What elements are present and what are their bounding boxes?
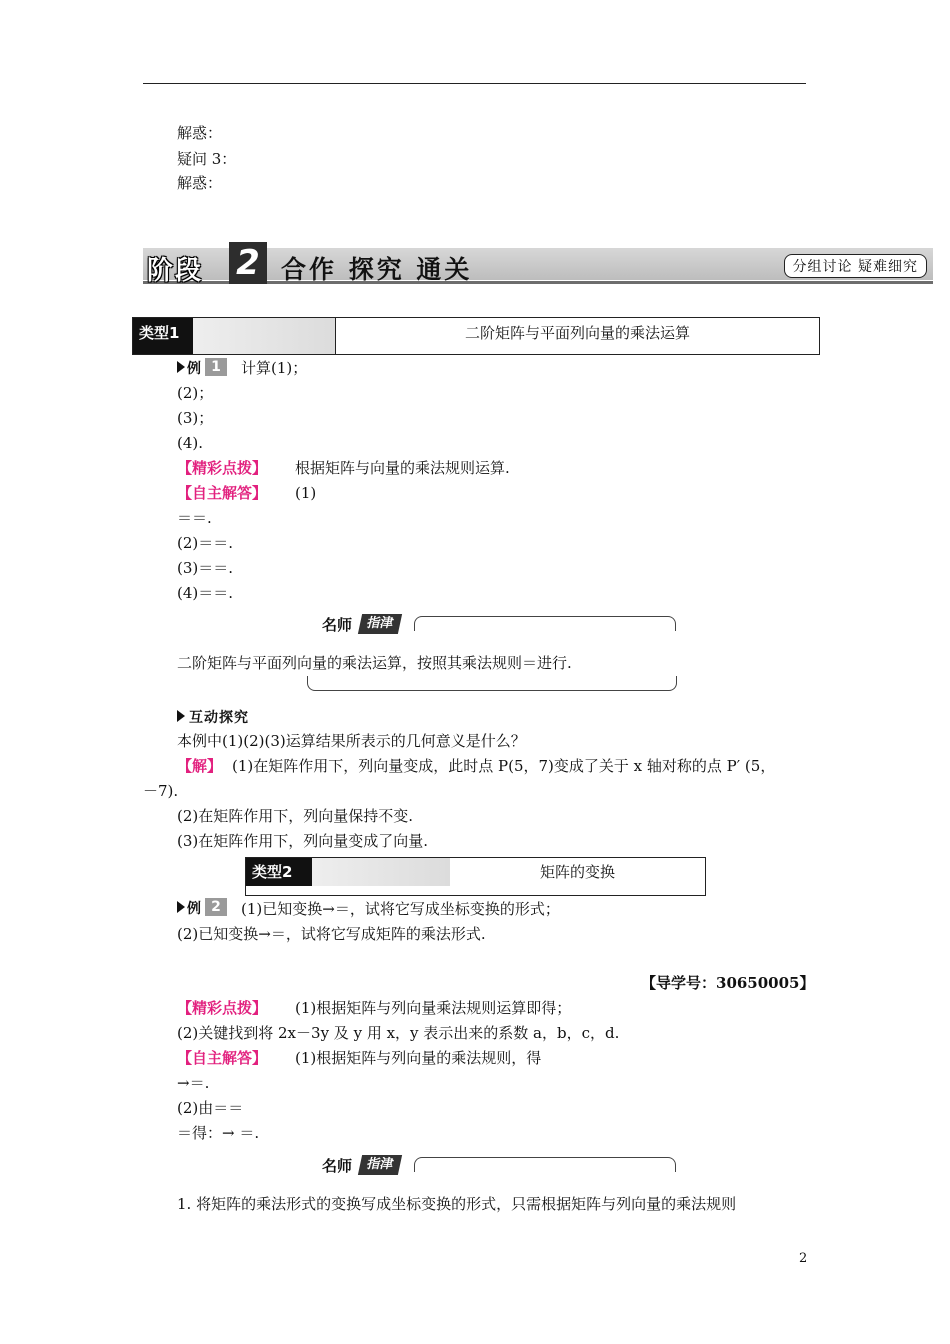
study-number: 【导学号：30650005】: [641, 974, 815, 992]
type1-label: 类型1: [133, 318, 193, 354]
example2-badge: [177, 898, 237, 916]
example-word: 例: [187, 361, 201, 377]
stage-label: 阶段: [147, 256, 204, 286]
tip-head-badge: 指津: [358, 614, 402, 634]
type2-title: 矩阵的变换: [539, 863, 615, 881]
tip-head-label: 名师: [322, 616, 353, 634]
answer-line-1: 解惑：: [177, 124, 223, 142]
type2-label: 类型2: [246, 858, 312, 886]
tip2-header: [322, 1155, 676, 1177]
example-arrow-icon: [177, 361, 185, 373]
hint-label: 【精彩点拨】: [177, 999, 268, 1017]
example-arrow-icon: [177, 901, 185, 913]
hint-text: 根据矩阵与向量的乘法规则运算.: [295, 459, 510, 477]
example1-intro: 计算(1)；: [241, 359, 308, 377]
example-number: 2: [205, 898, 227, 916]
type2-gradient: [312, 858, 450, 886]
answer-line-4: ＝得：→ ＝.: [177, 1124, 260, 1142]
example1-badge: [177, 358, 237, 376]
solution-label: 【解】: [177, 757, 223, 775]
hint-label: 【精彩点拨】: [177, 459, 268, 477]
solution-line-1: (1)在矩阵作用下，列向量变成，此时点 P(5，7)变成了关于 x 轴对称的点 P′ (5，: [232, 757, 776, 775]
type1-box: [132, 317, 820, 355]
example1-item-4: (4).: [177, 434, 204, 452]
answer-first: (1): [295, 484, 317, 502]
page-number: 2: [799, 1251, 808, 1266]
answer-line-3: (2)由＝＝: [177, 1099, 244, 1117]
example1-item-2: (2)；: [177, 384, 214, 402]
answer-line: (2)＝＝.: [177, 534, 234, 552]
stage-banner: [143, 244, 933, 284]
answer-label: 【自主解答】: [177, 484, 268, 502]
answer-line-2: →＝.: [177, 1074, 210, 1092]
example1-item-3: (3)；: [177, 409, 214, 427]
explore-arrow-icon: [177, 710, 185, 722]
tip2-text: 1. 将矩阵的乘法形式的变换写成坐标变换的形式，只需根据矩阵与列向量的乘法规则: [177, 1195, 737, 1213]
tip1-frame: [307, 676, 677, 691]
hint-line-1: (1)根据矩阵与列向量乘法规则运算即得；: [295, 999, 572, 1017]
explore-title: 互动探究: [189, 710, 249, 726]
solution-line-3: (3)在矩阵作用下，列向量变成了向量.: [177, 832, 429, 850]
explore-question: 本例中(1)(2)(3)运算结果所表示的几何意义是什么？: [177, 732, 526, 750]
answer-line-1: (1)根据矩阵与列向量的乘法规则，得: [295, 1049, 542, 1067]
explore-header: [177, 707, 277, 725]
tip1-text: 二阶矩阵与平面列向量的乘法运算，按照其乘法规则＝进行.: [177, 654, 572, 672]
tip-head-frame: [414, 1157, 676, 1172]
answer-line: ＝＝.: [177, 509, 212, 527]
tip-head-badge: 指津: [358, 1155, 402, 1175]
example2-line-2: (2)已知变换→＝，试将它写成矩阵的乘法形式.: [177, 925, 486, 943]
example-number: 1: [205, 358, 227, 376]
tip-head-frame: [414, 616, 676, 631]
example2-line-1: (1)已知变换→＝，试将它写成坐标变换的形式；: [241, 900, 560, 918]
answer-line-2: 解惑：: [177, 174, 223, 192]
type1-gradient: [193, 318, 335, 354]
solution-line-2: (2)在矩阵作用下，列向量保持不变.: [177, 807, 414, 825]
answer-label: 【自主解答】: [177, 1049, 268, 1067]
header-rule: [143, 83, 806, 84]
stage-tag: 分组讨论 疑难细究: [784, 254, 927, 278]
stage-title: 合作 探究 通关: [281, 255, 473, 284]
question-3-line: 疑问 3：: [177, 150, 237, 168]
answer-line: (3)＝＝.: [177, 559, 234, 577]
tip1-header: [322, 614, 676, 636]
hint-line-2: (2)关键找到将 2x－3y 及 y 用 x，y 表示出来的系数 a，b，c，d.: [177, 1024, 620, 1042]
example-word: 例: [187, 901, 201, 917]
answer-line: (4)＝＝.: [177, 584, 234, 602]
stage-number: 2: [229, 242, 267, 284]
type2-box: [245, 857, 706, 896]
solution-line-1b: －7).: [143, 782, 179, 800]
tip-head-label: 名师: [322, 1157, 353, 1175]
type1-title: 二阶矩阵与平面列向量的乘法运算: [335, 318, 819, 354]
